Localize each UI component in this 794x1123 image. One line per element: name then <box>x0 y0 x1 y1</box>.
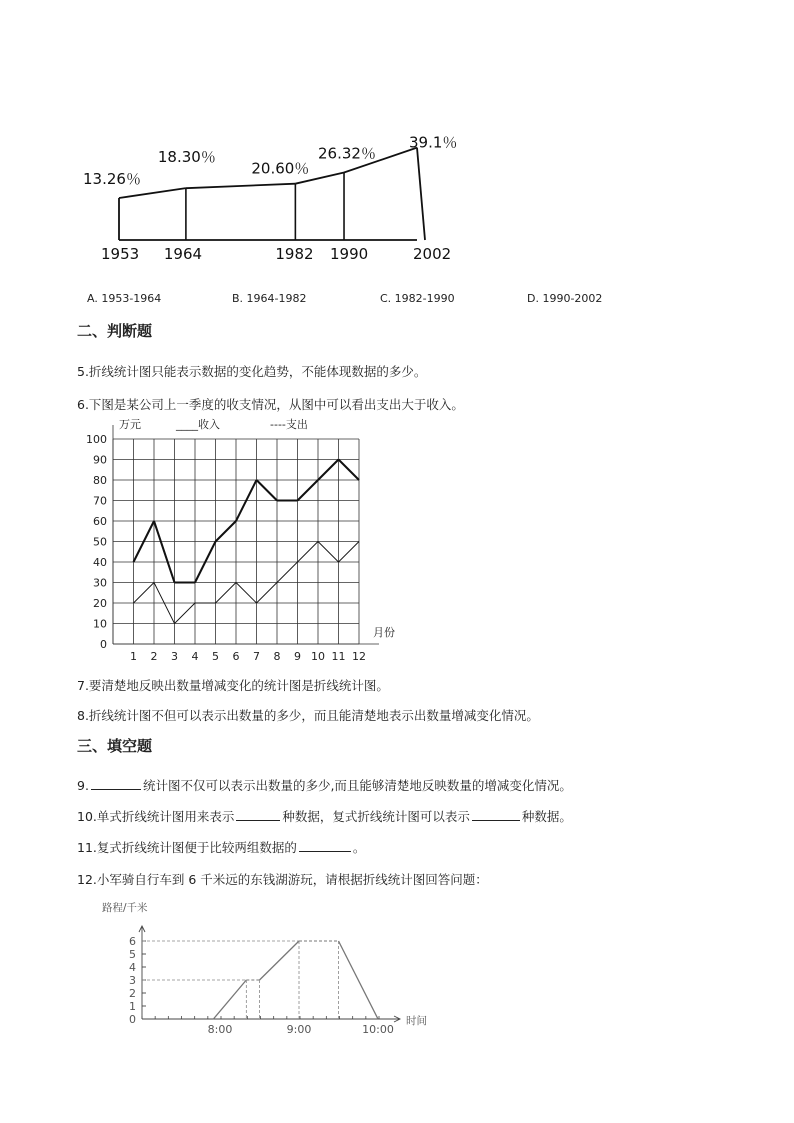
y-tick-label: 90 <box>93 453 107 467</box>
route-segment <box>339 941 379 1019</box>
answer-blank[interactable] <box>472 809 520 821</box>
y-axis-label: 万元 <box>119 418 141 431</box>
question-10 <box>77 807 572 825</box>
question-11-part1: 11.复式折线统计图便于比较两组数据的 <box>77 840 297 855</box>
expense-line-segment <box>236 583 257 604</box>
x-tick-label: 3 <box>171 650 178 663</box>
y-tick-label: 10 <box>93 617 107 631</box>
x-tick-label: 12 <box>352 650 366 663</box>
section-title-fill: 三、填空题 <box>77 737 153 755</box>
x-tick-label: 5 <box>212 650 219 663</box>
question-10-part1: 10.单式折线统计图用来表示 <box>77 809 235 824</box>
question-5: 5.折线统计图只能表示数据的变化趋势，不能体现数据的多少。 <box>77 364 427 379</box>
answer-blank[interactable] <box>91 778 141 790</box>
right-edge <box>417 148 425 240</box>
question-11-part2: 。 <box>352 840 366 855</box>
expense-line-segment <box>339 542 360 563</box>
option-b: B. 1964-1982 <box>232 292 307 305</box>
x-tick-label: 8 <box>273 650 281 663</box>
option-a: A. 1953-1964 <box>87 292 162 305</box>
question-9-text: 统计图不仅可以表示出数量的多少,而且能够清楚地反映数量的增减变化情况。 <box>142 778 572 793</box>
income-expense-chart <box>80 415 410 665</box>
top-edge-segment <box>186 184 295 188</box>
x-tick-label: 7 <box>253 650 260 663</box>
y-tick-label: 0 <box>129 1013 136 1026</box>
route-segment <box>213 980 246 1019</box>
answer-blank[interactable] <box>236 809 280 821</box>
y-tick-label: 2 <box>129 987 136 1000</box>
y-tick-label: 30 <box>93 576 107 590</box>
y-tick-label: 20 <box>93 597 107 610</box>
y-tick-label: 60 <box>93 515 107 528</box>
income-line-segment <box>318 460 339 481</box>
y-tick-label: 1 <box>129 1000 136 1013</box>
question-7: 7.要清楚地反映出数量增减变化的统计图是折线统计图。 <box>77 678 389 693</box>
year-label: 1964 <box>163 245 203 263</box>
x-tick-label: 6 <box>232 650 240 663</box>
x-tick-label: 9:00 <box>286 1023 312 1035</box>
y-tick-label: 70 <box>93 494 107 508</box>
area-figure <box>75 100 475 270</box>
x-tick-label: 1 <box>130 650 137 663</box>
expense-line-segment <box>175 603 196 624</box>
value-label: 39.1％ <box>409 133 458 152</box>
question-10-part3: 种数据。 <box>521 809 572 824</box>
question-12: 12.小军骑自行车到 6 千米远的东钱湖游玩，请根据折线统计图回答问题： <box>77 872 488 887</box>
y-tick-label: 3 <box>129 974 136 987</box>
x-tick-label: 2 <box>150 650 158 663</box>
y-tick-label: 40 <box>93 556 107 569</box>
y-tick-label: 5 <box>129 948 136 961</box>
expense-line-segment <box>298 542 319 563</box>
value-label: 13.26％ <box>83 170 141 188</box>
year-label: 1982 <box>275 245 314 263</box>
income-line-segment <box>298 480 319 501</box>
distance-time-chart <box>100 895 450 1035</box>
x-tick-label: 8:00 <box>207 1023 233 1035</box>
x-tick-label: 4 <box>191 650 199 663</box>
question-11 <box>77 838 365 856</box>
top-edge-segment <box>119 188 186 198</box>
value-label: 20.60％ <box>251 159 310 178</box>
y-tick-label: 100 <box>86 433 107 446</box>
question-8: 8.折线统计图不但可以表示出数量的多少，而且能清楚地表示出数量增减变化情况。 <box>77 708 539 723</box>
question-6: 6.下图是某公司上一季度的收支情况，从图中可以看出支出大于收入。 <box>77 397 464 412</box>
year-label: 1990 <box>330 245 369 263</box>
year-label: 1953 <box>101 245 140 263</box>
option-d: D. 1990-2002 <box>527 292 603 305</box>
x-axis-label: 时间 <box>406 1015 427 1027</box>
x-tick-label: 9 <box>294 650 301 663</box>
legend-income: ____收入 <box>176 418 220 431</box>
income-line-segment <box>339 460 360 481</box>
value-label: 26.32％ <box>318 144 376 163</box>
x-tick-label: 11 <box>331 650 346 663</box>
income-line-segment <box>216 521 237 542</box>
answer-blank[interactable] <box>299 840 351 852</box>
year-label: 2002 <box>413 245 452 263</box>
expense-line-segment <box>216 583 237 604</box>
x-axis-label: 月份 <box>373 626 395 639</box>
x-tick-label: 10:00 <box>362 1023 394 1035</box>
question-10-part2: 种数据，复式折线统计图可以表示 <box>282 809 470 824</box>
expense-line-segment <box>318 542 339 563</box>
legend-expense: ----支出 <box>270 418 308 431</box>
question-9 <box>77 776 572 794</box>
expense-line-segment <box>277 562 298 583</box>
y-tick-label: 0 <box>100 638 107 651</box>
question-9-prefix: 9. <box>77 778 89 793</box>
income-line-segment <box>154 521 175 583</box>
expense-line-segment <box>134 583 155 604</box>
route-segment <box>260 941 300 980</box>
y-axis-label: 路程/千米 <box>102 902 148 914</box>
y-tick-label: 4 <box>129 961 136 974</box>
expense-line-segment <box>257 583 278 604</box>
y-tick-label: 50 <box>93 535 107 549</box>
option-c: C. 1982-1990 <box>380 292 455 305</box>
section-title-judgement: 二、判断题 <box>77 322 153 340</box>
value-label: 18.30％ <box>157 148 216 167</box>
x-tick-label: 10 <box>311 650 325 663</box>
income-line-segment <box>257 480 278 501</box>
y-tick-label: 6 <box>129 935 136 948</box>
y-tick-label: 80 <box>93 474 107 487</box>
